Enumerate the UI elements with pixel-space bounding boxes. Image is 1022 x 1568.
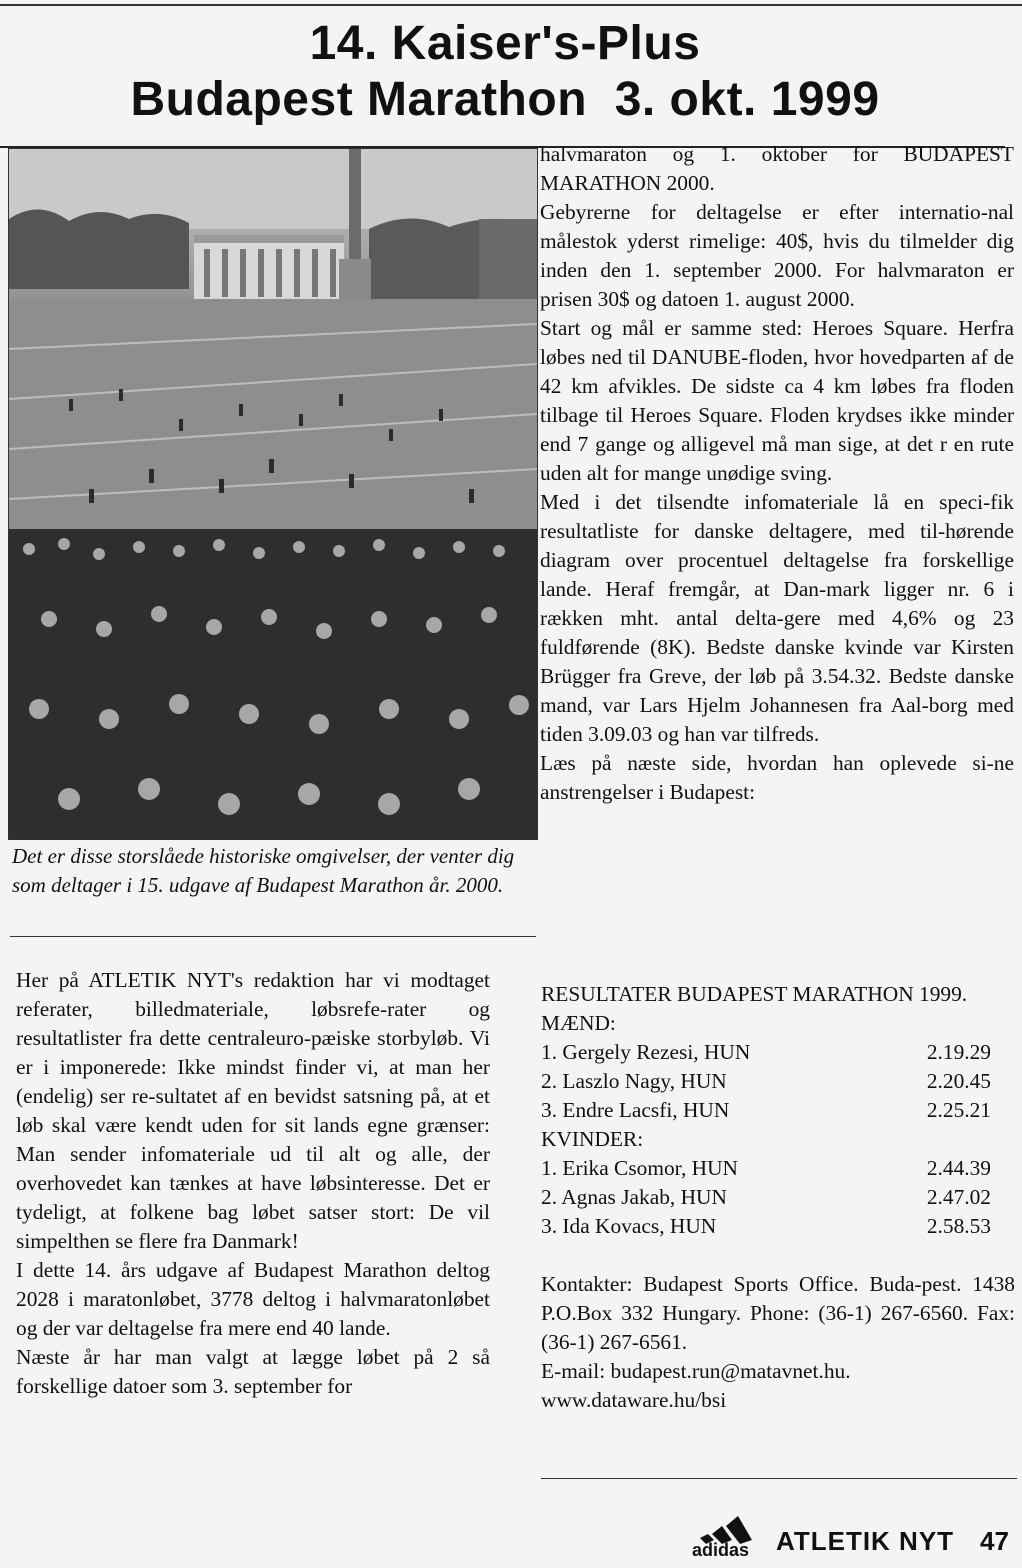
right-column-text: [540, 140, 1014, 807]
paragraph: halvmaraton og 1. oktober for BUDAPEST MARATHON 2000.: [540, 142, 1014, 195]
article-headline: [0, 16, 1010, 128]
headline-line-1: 14. Kaiser's-Plus: [309, 17, 701, 70]
result-row: [541, 1154, 1015, 1183]
paragraph: Læs på næste side, hvordan han oplevede si-ne anstrengelser i Budapest:: [540, 751, 1014, 804]
paragraph: Gebyrerne for deltagelse er efter internatio-nal målestok yderst rimelige: 40$, hvis du tilmelder dig inden den 1. september 2000. For halvmaraton er prisen 30$ og datoen 1. august 2000.: [540, 200, 1014, 311]
paragraph: Med i det tilsendte infomateriale lå en speci-fik resultatliste for danske deltagere, med til-hørende diagram over procentuel deltagelse fra forskellige lande. Heraf fremgår, at Dan-mark ligger nr. 6 i rækken mht. antal delta-gere med 4,6% og 23 fuldførende (8K). Bedste danske kvinde var Kirsten Brügger fra Greve, der løb på 3.54.32. Bedste danske mand, var Lars Hjelm Johannesen fra Aal-borg med tiden 3.09.03 og han var tilfreds.: [540, 490, 1014, 746]
result-row: [541, 1038, 1015, 1067]
result-time: 2.19.29: [926, 1040, 991, 1064]
page-number: 47: [980, 1526, 1009, 1556]
result-name: 2. Laszlo Nagy, HUN: [541, 1069, 727, 1093]
result-time: 2.20.45: [926, 1069, 991, 1093]
magazine-name: ATLETIK NYT: [776, 1526, 955, 1556]
photo-illustration: [9, 149, 537, 839]
contact-email: E-mail: budapest.run@matavnet.hu.: [541, 1359, 851, 1383]
paragraph: Her på ATLETIK NYT's redaktion har vi modtaget referater, billedmateriale, løbsrefe-rater og resultatlister fra dette centraleuro-pæiske storbyløb. Vi er i imponerede: Ikke mindst finder vi, at man her (endelig) ser re-sultatet af en bevidst satsning på, at et løb skal være kendt uden for sit lands egne grænser: Man sender infomateriale ud til alt og alle, der overhovedet kan tænkes at have løbsinteresse. Det er tydeligt, at folkene bag løbet satser stort: De vil simpelthen se flere fra Danmark!: [16, 968, 490, 1253]
results-heading: RESULTATER BUDAPEST MARATHON 1999. MÆND:: [541, 982, 968, 1035]
result-row: [541, 1183, 1015, 1212]
women-heading: KVINDER:: [541, 1127, 644, 1151]
result-time: 2.25.21: [926, 1098, 991, 1122]
result-name: 1. Gergely Rezesi, HUN: [541, 1040, 751, 1064]
result-name: 2. Agnas Jakab, HUN: [541, 1185, 727, 1209]
result-time: 2.44.39: [926, 1156, 991, 1180]
result-row: [541, 1096, 1015, 1125]
bottom-rule: [541, 1478, 1017, 1479]
result-row: [541, 1212, 1015, 1241]
left-column-text: [16, 966, 490, 1401]
results-list: [541, 980, 1015, 1241]
caption-rule: [10, 936, 536, 937]
paragraph: Næste år har man valgt at lægge løbet på 2 så forskellige datoer som 3. september for: [16, 1345, 490, 1398]
page-footer: [690, 1508, 1020, 1564]
headline-line-2: Budapest Marathon 3. okt. 1999: [130, 73, 880, 126]
photo-caption: Det er disse storslåede historiske omgivelser, der venter dig som deltager i 15. udgave af Budapest Marathon år. 2000.: [12, 844, 515, 897]
result-row: [541, 1067, 1015, 1096]
contact-info: [541, 1270, 1015, 1415]
result-time: 2.47.02: [926, 1185, 991, 1209]
contact-web: www.dataware.hu/bsi: [541, 1388, 727, 1412]
adidas-wordmark: adidas: [692, 1540, 750, 1560]
heroes-square-photo: [8, 148, 538, 840]
result-name: 1. Erika Csomor, HUN: [541, 1156, 738, 1180]
contact-text: Kontakter: Budapest Sports Office. Buda-pest. 1438 P.O.Box 332 Hungary. Phone: (36-1) 267-6560. Fax: (36-1) 267-6561.: [541, 1272, 1015, 1354]
paragraph: Start og mål er samme sted: Heroes Square. Herfra løbes ned til DANUBE-floden, hvor hovedparten af de 42 km afvikles. De sidste ca 4 km løbes fra floden tilbage til Heroes Square. Floden krydses ikke minder end 7 gange og alligevel må man sige, at det r en rute uden alt for mange unødige sving.: [540, 316, 1014, 485]
result-name: 3. Ida Kovacs, HUN: [541, 1214, 717, 1238]
top-border: [0, 4, 1022, 6]
paragraph: I dette 14. års udgave af Budapest Marathon deltog 2028 i maratonløbet, 3778 deltog i halvmaratonløbet og der var deltagelse fra mere end 40 lande.: [16, 1258, 490, 1340]
result-time: 2.58.53: [926, 1214, 991, 1238]
result-name: 3. Endre Lacsfi, HUN: [541, 1098, 730, 1122]
